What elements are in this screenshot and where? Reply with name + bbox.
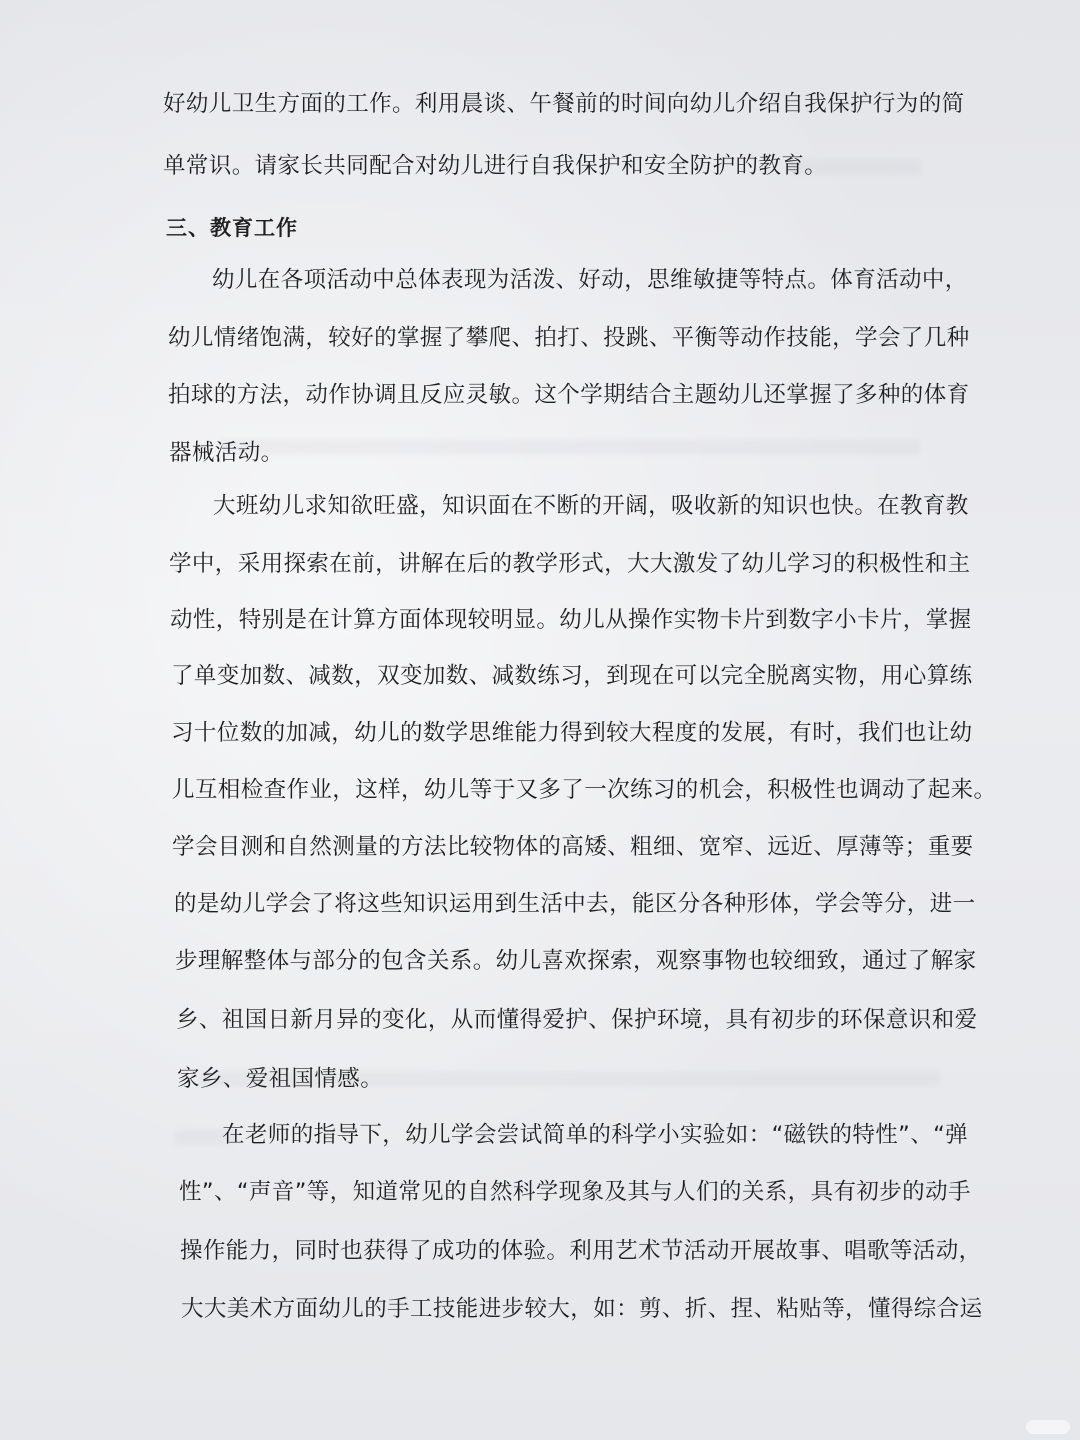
text-line-11: 了单变加数、减数，双变加数、减数练习，到现在可以完全脱离实物，用心算练	[171, 663, 973, 689]
text-line-7: 器械活动。	[169, 440, 284, 466]
section-heading: 三、教育工作	[166, 216, 298, 240]
text-line-16: 步理解整体与部分的包含关系。幼儿喜欢探索，观察事物也较细致，通过了解家	[175, 948, 977, 974]
text-line-4: 幼儿在各项活动中总体表现为活泼、好动，思维敏捷等特点。体育活动中，	[212, 267, 968, 293]
text-line-18: 家乡、爱祖国情感。	[177, 1066, 384, 1092]
text-line-9: 学中，采用探索在前，讲解在后的教学形式，大大激发了幼儿学习的积极性和主	[169, 551, 971, 577]
text-line-5: 幼儿情绪饱满，较好的掌握了攀爬、拍打、投跳、平衡等动作技能，学会了几种	[168, 325, 970, 351]
watermark-badge	[1026, 1420, 1070, 1434]
bleed-through-mark	[220, 440, 920, 454]
text-line-6: 拍球的方法，动作协调且反应灵敏。这个学期结合主题幼儿还掌握了多种的体育	[168, 382, 970, 408]
text-line-13: 儿互相检查作业，这样，幼儿等于又多了一次练习的机会，积极性也调动了起来。	[172, 777, 997, 803]
text-line-2: 单常识。请家长共同配合对幼儿进行自我保护和安全防护的教育。	[163, 153, 828, 179]
text-line-17: 乡、祖国日新月异的变化，从而懂得爱护、保护环境，具有初步的环保意识和爱	[176, 1007, 978, 1033]
text-line-12: 习十位数的加减，幼儿的数学思维能力得到较大程度的发展，有时，我们也让幼	[171, 720, 973, 746]
text-line-8: 大班幼儿求知欲旺盛，知识面在不断的开阔，吸收新的知识也快。在教育教	[213, 493, 969, 519]
text-line-10: 动性，特别是在计算方面体现较明显。幼儿从操作实物卡片到数字小卡片，掌握	[170, 607, 972, 633]
text-line-19: 在老师的指导下，幼儿学会尝试简单的科学小实验如：“磁铁的特性”、“弹	[222, 1122, 969, 1148]
text-line-21: 操作能力，同时也获得了成功的体验。利用艺术节活动开展故事、唱歌等活动，	[180, 1238, 982, 1264]
text-line-22: 大大美术方面幼儿的手工技能进步较大，如：剪、折、捏、粘贴等，懂得综合运	[181, 1296, 983, 1322]
text-line-20: 性”、“声音”等，知道常见的自然科学现象及其与人们的关系，具有初步的动手	[179, 1179, 971, 1205]
text-line-15: 的是幼儿学会了将这些知识运用到生活中去，能区分各种形体，学会等分，进一	[174, 891, 976, 917]
text-line-14: 学会目测和自然测量的方法比较物体的高矮、粗细、宽窄、远近、厚薄等；重要	[172, 834, 974, 860]
text-line-1: 好幼儿卫生方面的工作。利用晨谈、午餐前的时间向幼儿介绍自我保护行为的简	[163, 91, 965, 117]
